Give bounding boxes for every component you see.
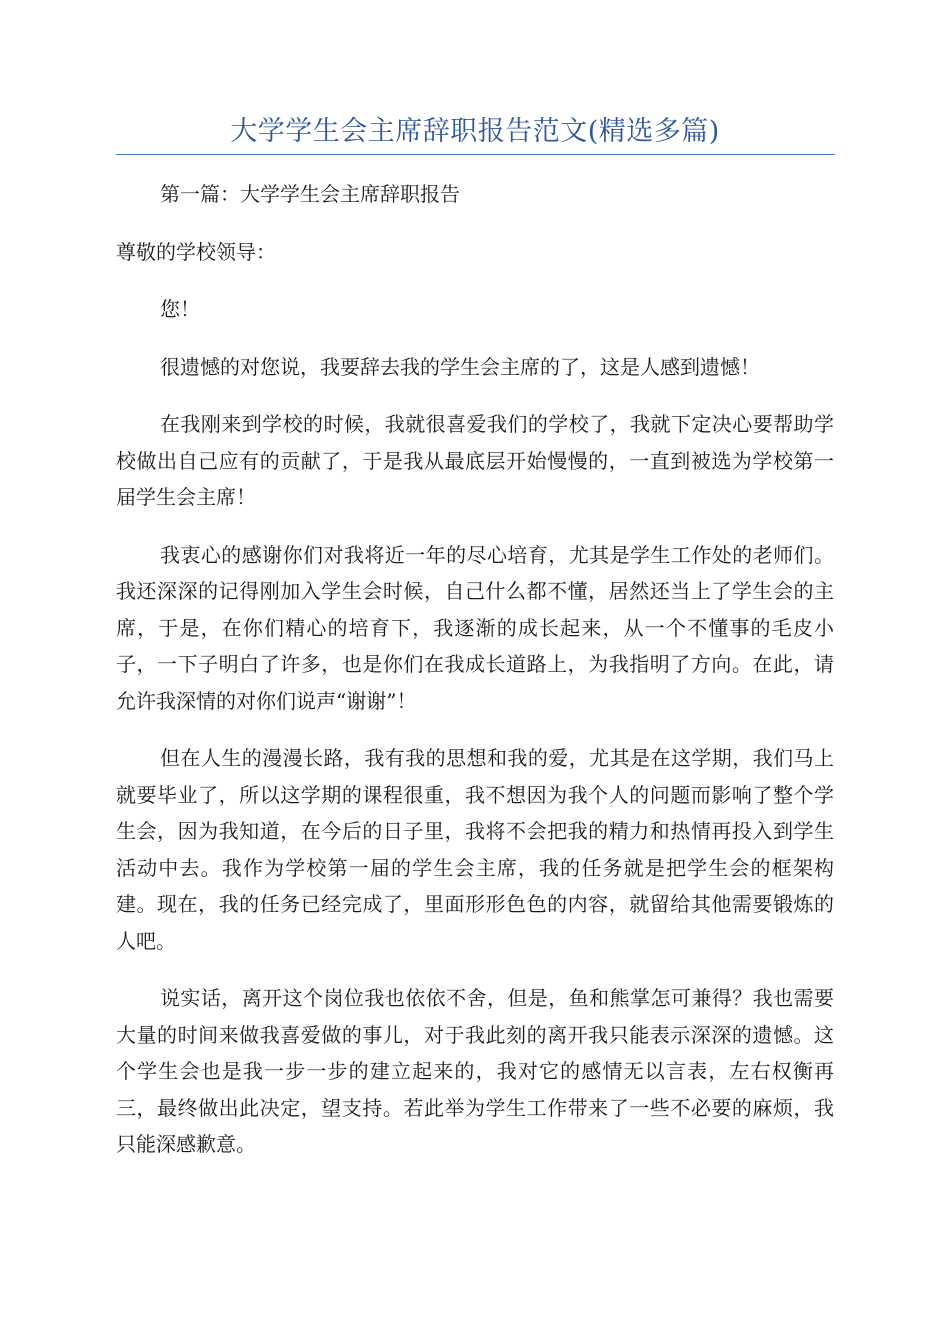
- body-paragraph: 在我刚来到学校的时候，我就很喜爱我们的学校了，我就下定决心要帮助学校做出自己应有的贡献了，于是我从最底层开始慢慢的，一直到被选为学校第一届学生会主席！: [116, 412, 834, 509]
- body-paragraph: 很遗憾的对您说，我要辞去我的学生会主席的了，这是人感到遗憾！: [160, 354, 760, 379]
- document-body: [116, 176, 834, 1184]
- body-paragraph: 我衷心的感谢你们对我将近一年的尽心培育，尤其是学生工作处的老师们。我还深深的记得刚加入学生会时候，自己什么都不懂，居然还当上了学生会的主席，于是，在你们精心的培育下，我逐渐的成长起来，从一个不懂事的毛皮小子，一下子明白了许多，也是你们在我成长道路上，为我指明了方向。在此，请允许我深情的对你们说声“谢谢”！: [116, 542, 834, 713]
- document-title: 大学学生会主席辞职报告范文(精选多篇): [230, 116, 720, 147]
- salutation: 尊敬的学校领导：: [116, 239, 276, 264]
- greeting: 您！: [160, 297, 200, 321]
- body-paragraph: 但在人生的漫漫长路，我有我的思想和我的爱，尤其是在这学期，我们马上就要毕业了，所以这学期的课程很重，我不想因为我个人的问题而影响了整个学生会，因为我知道，在今后的日子里，我将不会把我的精力和热情再投入到学生活动中去。我作为学校第一届的学生会主席，我的任务就是把学生会的框架构建。现在，我的任务已经完成了，里面形形色色的内容，就留给其他需要锻炼的人吧。: [116, 746, 834, 953]
- body-paragraph: 说实话，离开这个岗位我也依依不舍，但是，鱼和熊掌怎可兼得？我也需要大量的时间来做我喜爱做的事儿，对于我此刻的离开我只能表示深深的遗憾。这个学生会也是我一步一步的建立起来的，我对它的感情无以言表，左右权衡再三，最终做出此决定，望支持。若此举为学生工作带来了一些不必要的麻烦，我只能深感歉意。: [116, 986, 834, 1156]
- section-heading: 第一篇：大学学生会主席辞职报告: [160, 182, 460, 206]
- title-underline: [116, 154, 835, 155]
